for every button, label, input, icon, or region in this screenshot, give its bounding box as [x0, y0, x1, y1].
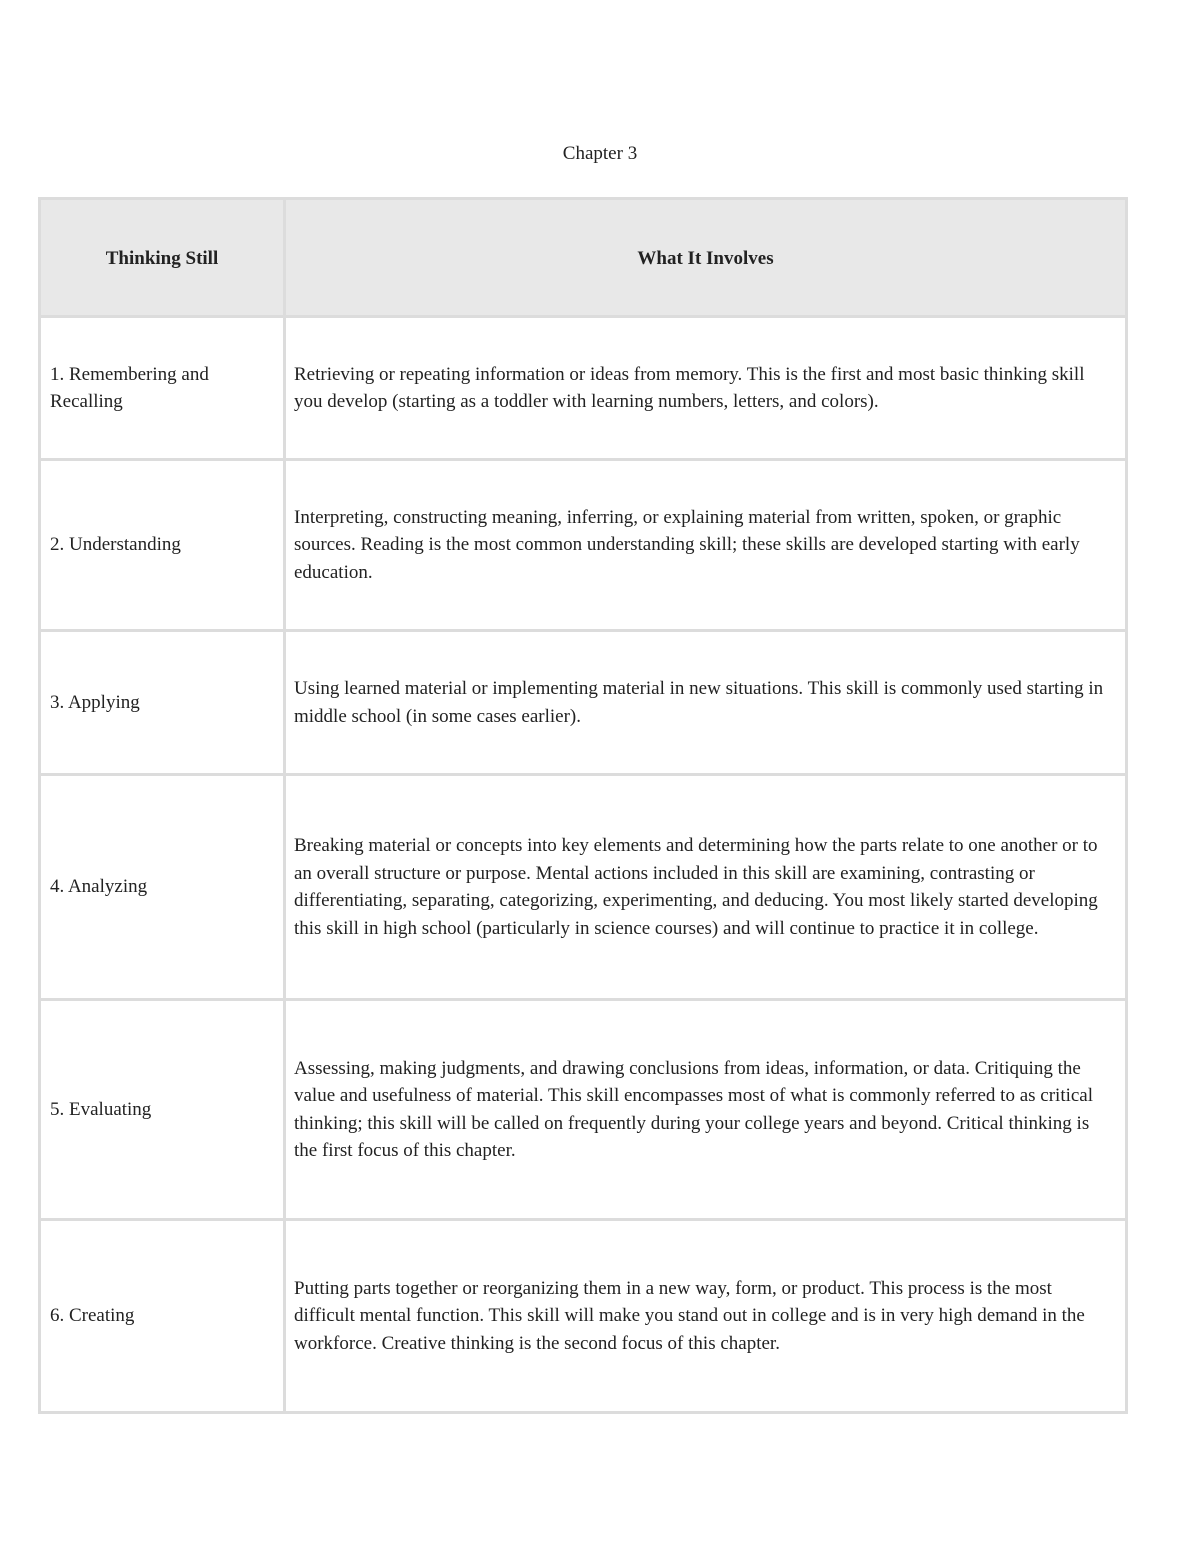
table-row	[40, 775, 1127, 1000]
table-row	[40, 1220, 1127, 1413]
skill-description-cell: Using learned material or implementing material in new situations. This skill is commonly used starting in middle school (in some cases earlier).	[285, 631, 1127, 775]
skill-description-cell: Putting parts together or reorganizing them in a new way, form, or product. This process is the most difficult mental function. This skill will make you stand out in college and is in very high demand in the workforce. Creative thinking is the second focus of this chapter.	[285, 1220, 1127, 1413]
table-header-row	[40, 199, 1127, 317]
column-header-what-it-involves: What It Involves	[285, 199, 1127, 317]
skill-name-cell: 6. Creating	[40, 1220, 285, 1413]
skill-name-cell: 2. Understanding	[40, 460, 285, 631]
table-row	[40, 631, 1127, 775]
table-row	[40, 1000, 1127, 1220]
table-row	[40, 317, 1127, 460]
skill-description-cell: Interpreting, constructing meaning, inferring, or explaining material from written, spoken, or graphic sources. Reading is the most common understanding skill; these skills are developed starting with early education.	[285, 460, 1127, 631]
skill-description-cell: Retrieving or repeating information or ideas from memory. This is the first and most basic thinking skill you develop (starting as a toddler with learning numbers, letters, and colors).	[285, 317, 1127, 460]
column-header-thinking-skill: Thinking Still	[40, 199, 285, 317]
skill-name-cell: 1. Remembering and Recalling	[40, 317, 285, 460]
skill-name-cell: 5. Evaluating	[40, 1000, 285, 1220]
table-row	[40, 460, 1127, 631]
skill-description-cell: Breaking material or concepts into key elements and determining how the parts relate to one another or to an overall structure or purpose. Mental actions included in this skill are examining, contrasting or differentiating, separating, categorizing, experimenting, and deducing. You most likely started developing this skill in high school (particularly in science courses) and will continue to practice it in college.	[285, 775, 1127, 1000]
thinking-skills-table	[38, 197, 1128, 1414]
skill-description-cell: Assessing, making judgments, and drawing conclusions from ideas, information, or data. Critiquing the value and usefulness of material. This skill encompasses most of what is commonly referred to as critical thinking; this skill will be called on frequently during your college years and beyond. Critical thinking is the first focus of this chapter.	[285, 1000, 1127, 1220]
skill-name-cell: 3. Applying	[40, 631, 285, 775]
skill-name-cell: 4. Analyzing	[40, 775, 285, 1000]
page-title: Chapter 3	[562, 143, 638, 164]
